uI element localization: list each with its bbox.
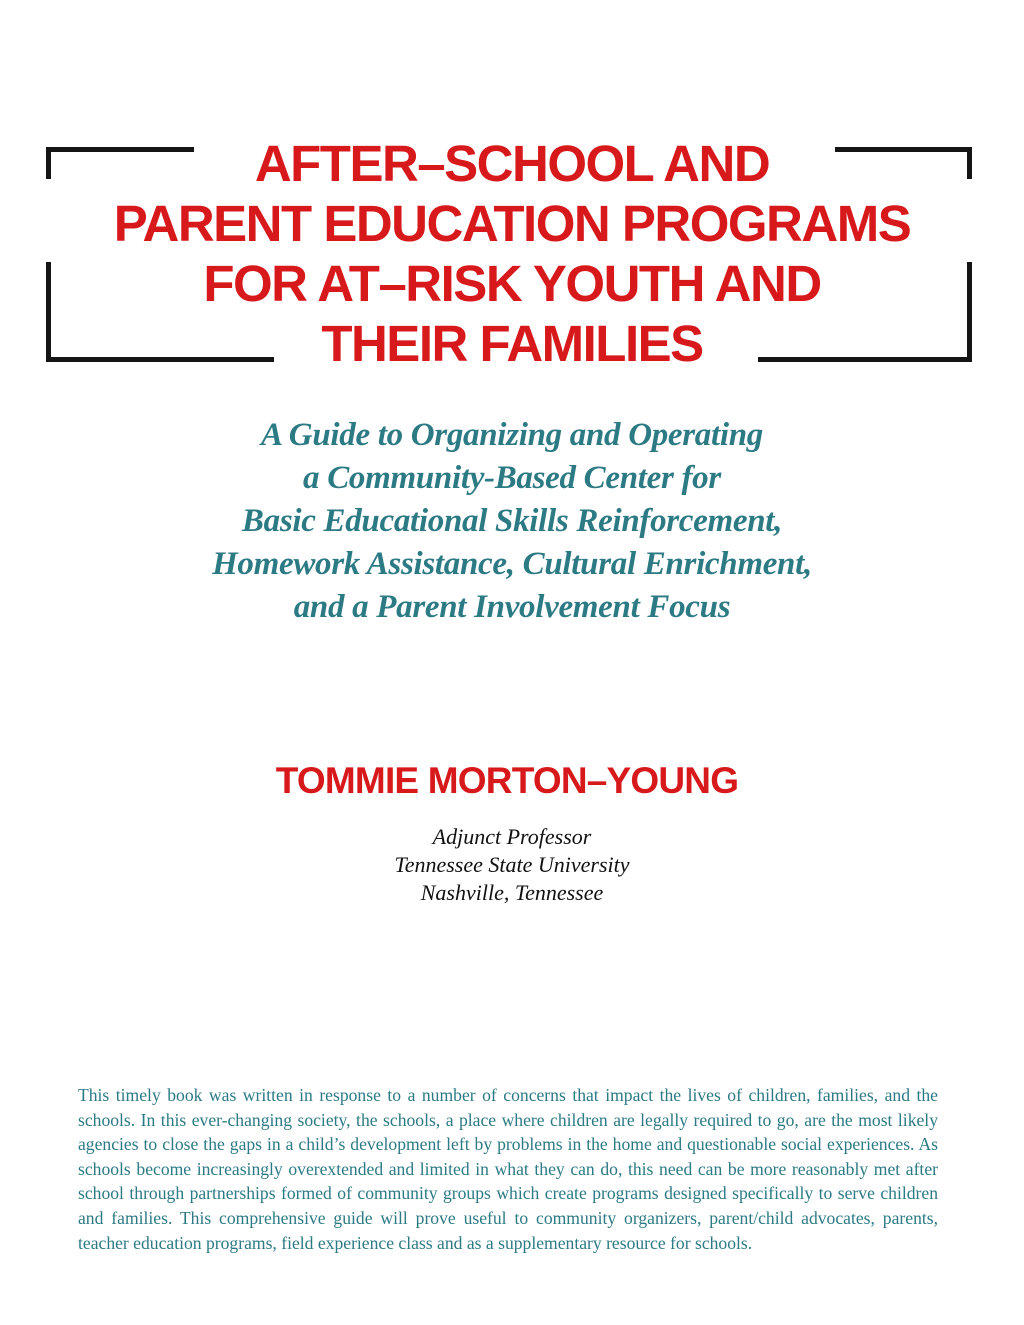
title-line: THEIR FAMILIES [321, 315, 703, 372]
subtitle-line: a Community-Based Center for [303, 460, 721, 496]
affiliation-line: Nashville, Tennessee [420, 880, 604, 905]
author-name: TOMMIE MORTON–YOUNG [275, 760, 739, 801]
book-title [0, 134, 1024, 374]
affiliation-line: Adjunct Professor [432, 824, 592, 849]
subtitle-line: Basic Educational Skills Reinforcement, [241, 503, 783, 539]
title-line: PARENT EDUCATION PROGRAMS [113, 195, 911, 252]
subtitle-line: A Guide to Organizing and Operating [260, 417, 764, 453]
book-subtitle [0, 414, 1024, 629]
subtitle-line: Homework Assistance, Cultural Enrichment, [212, 546, 812, 582]
subtitle-line: and a Parent Involvement Focus [293, 589, 731, 625]
author-affiliation [0, 823, 1024, 907]
affiliation-line: Tennessee State University [394, 852, 630, 877]
book-description: This timely book was written in response to a number of concerns that impact the lives of children, families, and the schools. In this ever-changing society, the schools, a place where children are legally required to go, are the most likely agencies to close the gaps in a child’s development left by problems in the home and questionable social experiences. As schools become increasingly overextended and limited in what they can do, this need can be more reasonably met after school through partnerships formed of community groups which create programs designed specifically to serve children and families. This comprehensive guide will prove useful to community organizers, parent/child advocates, parents, teacher education programs, field experience class and as a supplementary resource for schools. [78, 1085, 938, 1253]
title-line: AFTER–SCHOOL AND [254, 135, 770, 192]
title-line: FOR AT–RISK YOUTH AND [203, 255, 821, 312]
